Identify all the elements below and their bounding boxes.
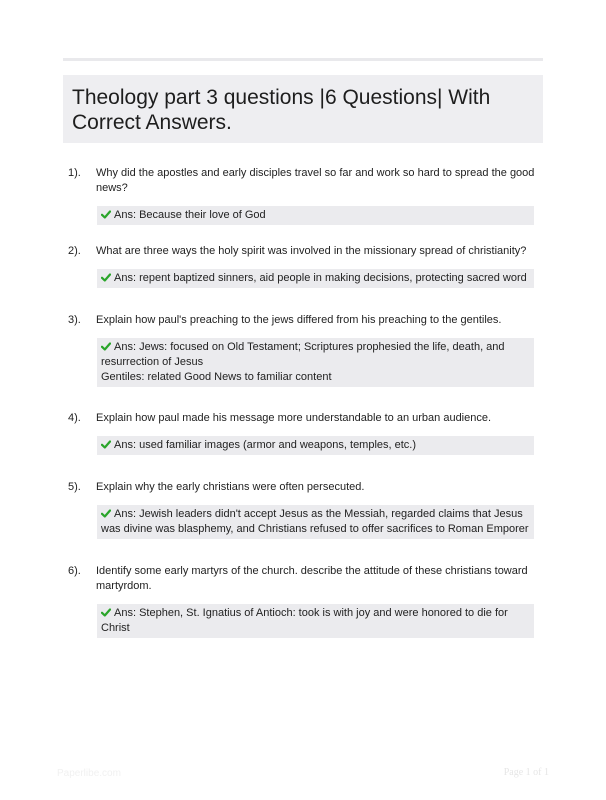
answer-box xyxy=(97,269,534,288)
title-banner xyxy=(63,75,543,143)
question-item-4 xyxy=(68,411,538,480)
page-number: Page 1 of 1 xyxy=(503,767,549,778)
answer-box xyxy=(97,206,534,225)
answer-text: repent baptized sinners, aid people in making decisions, protecting sacred word xyxy=(139,272,527,284)
question-number: 6). xyxy=(68,565,81,577)
question-text: Explain how paul's preaching to the jews differed from his preaching to the gentiles. xyxy=(96,314,502,326)
answer-prefix: Ans: xyxy=(114,209,137,221)
question-item-3 xyxy=(68,313,538,411)
page-title: Theology part 3 questions |6 Questions| With Correct Answers. xyxy=(72,86,491,134)
answer-text: Because their love of God xyxy=(139,209,266,221)
question-number: 5). xyxy=(68,481,81,493)
answer-prefix: Ans: xyxy=(114,439,137,451)
question-number: 2). xyxy=(68,245,81,257)
answer-prefix: Ans: xyxy=(114,341,137,353)
question-text: Explain why the early christians were often persecuted. xyxy=(96,481,365,493)
question-item-5 xyxy=(68,480,538,564)
question-item-1 xyxy=(68,166,538,244)
answer-prefix: Ans: xyxy=(114,508,137,520)
check-icon xyxy=(101,608,111,617)
question-number: 1). xyxy=(68,167,81,179)
question-text: Identify some early martyrs of the church. describe the attitude of these christians toward martyrdom. xyxy=(96,565,528,592)
question-list xyxy=(68,166,538,638)
question-number: 4). xyxy=(68,412,81,424)
answer-text: Stephen, St. Ignatius of Antioch: took is with joy and were honored to die for Christ xyxy=(101,607,508,634)
answer-text-line-2: Gentiles: related Good News to familiar content xyxy=(101,371,332,383)
footer-watermark: Paperlibe.com xyxy=(57,768,121,779)
answer-prefix: Ans: xyxy=(114,272,137,284)
question-item-2 xyxy=(68,244,538,313)
question-text: Explain how paul made his message more understandable to an urban audience. xyxy=(96,412,492,424)
question-number: 3). xyxy=(68,314,81,326)
check-icon xyxy=(101,210,111,219)
answer-box xyxy=(97,505,534,539)
answer-text: Jewish leaders didn't accept Jesus as the Messiah, regarded claims that Jesus was divine was blasphemy, and Christians refused to offer sacrifices to Roman Emporer xyxy=(101,508,529,535)
answer-text: Jews: focused on Old Testament; Scriptures prophesied the life, death, and resurrection of Jesus xyxy=(101,341,505,368)
answer-prefix: Ans: xyxy=(114,607,137,619)
answer-box xyxy=(97,436,534,455)
answer-text: used familiar images (armor and weapons, temples, etc.) xyxy=(139,439,417,451)
check-icon xyxy=(101,509,111,518)
check-icon xyxy=(101,273,111,282)
answer-box xyxy=(97,338,534,387)
check-icon xyxy=(101,440,111,449)
question-item-6 xyxy=(68,564,538,638)
check-icon xyxy=(101,342,111,351)
answer-box xyxy=(97,604,534,638)
question-text: What are three ways the holy spirit was involved in the missionary spread of christianity? xyxy=(96,245,527,257)
question-text: Why did the apostles and early disciples travel so far and work so hard to spread the good news? xyxy=(96,167,535,194)
top-divider xyxy=(63,58,543,61)
